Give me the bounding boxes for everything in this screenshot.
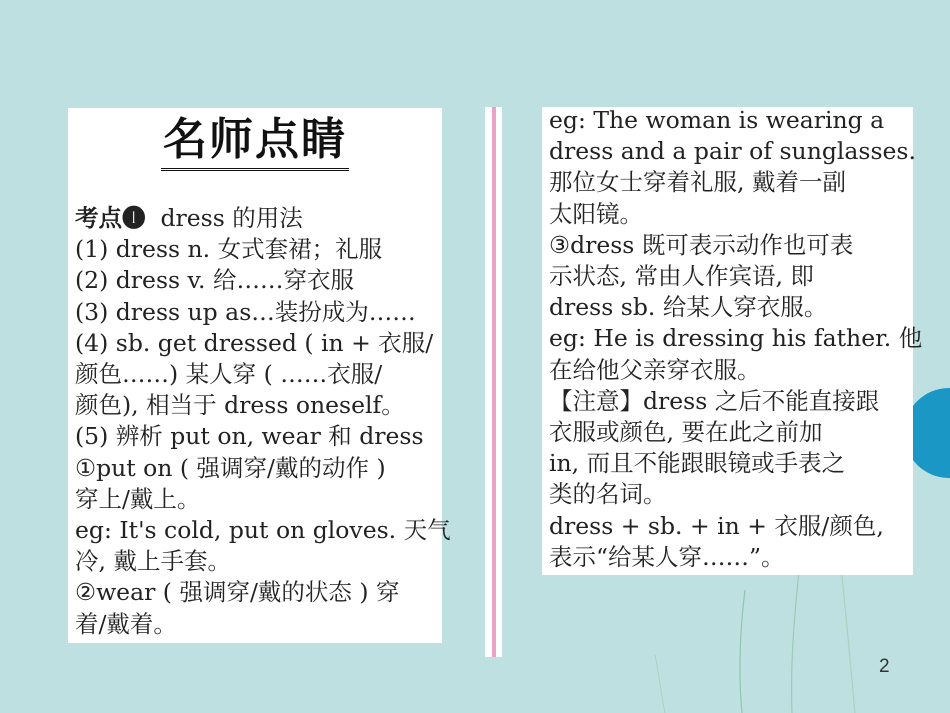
divider-stripe bbox=[492, 107, 496, 657]
text-line: 那位女士穿着礼服, 戴着一副 bbox=[549, 168, 846, 197]
text-line: 穿上/戴上。 bbox=[75, 484, 201, 513]
text-line: 衣服或颜色, 要在此之前加 bbox=[549, 418, 823, 447]
text-line: 冷, 戴上手套。 bbox=[75, 547, 231, 576]
text-line: 表示“给某人穿……”。 bbox=[549, 542, 785, 571]
page-number: 2 bbox=[879, 656, 890, 677]
text-line: (2) dress v. 给……穿衣服 bbox=[75, 266, 354, 295]
text-line: 着/戴着。 bbox=[75, 609, 177, 638]
text-line: eg: It's cold, put on gloves. 天气 bbox=[75, 516, 451, 545]
text-line: dress sb. 给某人穿衣服。 bbox=[549, 293, 828, 322]
text-line: 类的名词。 bbox=[549, 480, 667, 509]
left-body bbox=[68, 178, 451, 640]
right-note-panel bbox=[542, 106, 923, 575]
point-label: 考点❶ bbox=[75, 204, 146, 232]
text-line: ②wear ( 强调穿/戴的状态 ) 穿 bbox=[75, 578, 400, 607]
text-line: 颜色……) 某人穿 ( ……衣服/ bbox=[75, 360, 383, 389]
text-line: eg: He is dressing his father. 他 bbox=[549, 324, 923, 353]
text-line: eg: The woman is wearing a bbox=[549, 106, 885, 134]
text-line: 在给他父亲穿衣服。 bbox=[549, 355, 761, 384]
text-line: (3) dress up as…装扮成为…… bbox=[75, 297, 416, 326]
panel-title: 名师点睛 bbox=[161, 114, 349, 171]
text-line: 颜色), 相当于 dress oneself。 bbox=[75, 391, 405, 420]
text-line: (1) dress n. 女式套裙；礼服 bbox=[75, 235, 383, 264]
text-line: (4) sb. get dressed ( in + 衣服/ bbox=[75, 328, 434, 357]
text-line: ①put on ( 强调穿/戴的动作 ) bbox=[75, 453, 386, 482]
text-line: 示状态, 常由人作宾语, 即 bbox=[549, 262, 814, 291]
right-body bbox=[542, 105, 923, 573]
text-line: ③dress 既可表示动作也可表 bbox=[549, 230, 854, 259]
point-heading bbox=[75, 203, 436, 234]
text-line: 【注意】dress 之后不能直接跟 bbox=[549, 386, 880, 415]
text-line: 太阳镜。 bbox=[549, 199, 643, 228]
point-topic: dress 的用法 bbox=[160, 204, 303, 232]
text-line: dress + sb. + in + 衣服/颜色, bbox=[549, 511, 884, 540]
text-line: dress and a pair of sunglasses. bbox=[549, 137, 916, 166]
column-divider bbox=[485, 107, 502, 657]
left-note-panel bbox=[68, 108, 451, 643]
text-line: in, 而且不能跟眼镜或手表之 bbox=[549, 449, 846, 478]
text-line: (5) 辨析 put on, wear 和 dress bbox=[75, 422, 424, 451]
